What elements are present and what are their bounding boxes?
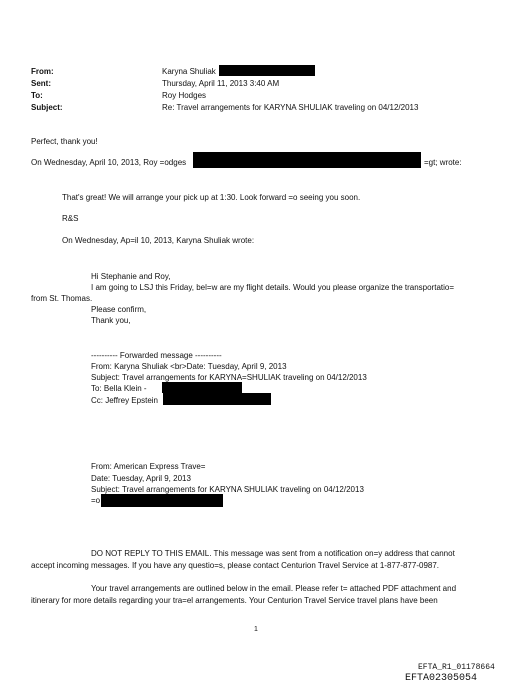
forwarded-subject: Subject: Travel arrangements for KARYNA=SHULIAK traveling on 04/12/2013 [91,373,367,382]
body-line-great: That's great! We will arrange your pick up at 1:30. Look forward =o seeing you soon. [62,193,361,202]
forwarded-cc: Cc: Jeffrey Epstein [91,396,158,405]
notice-line-2: accept incoming messages. If you have any questio=s, please contact Centurion Travel Service at 1-877-877-0987. [31,561,440,570]
subject-value: Re: Travel arrangements for KARYNA SHULIAK traveling on 04/12/2013 [162,103,419,112]
amex-subject: Subject: Travel arrangements for KARYNA SHULIAK traveling on 04/12/2013 [91,485,364,494]
body-line-confirm: Please confirm, [91,305,147,314]
forwarded-from: From: Karyna Shuliak <br>Date: Tuesday, April 9, 2013 [91,362,287,371]
from-value: Karyna Shuliak [162,67,216,76]
body-line-from-st: from St. Thomas. [31,294,93,303]
notice-line-1: DO NOT REPLY TO THIS EMAIL. This message was sent from a notification on=y address that cannot [91,549,455,558]
from-label: From: [31,67,54,76]
body-line-on-wed2: On Wednesday, Ap=il 10, 2013, Karyna Shuliak wrote: [62,236,255,245]
redaction-block [101,494,223,507]
body-line-wrote: =gt; wrote: [424,158,462,167]
amex-date: Date: Tuesday, April 9, 2013 [91,474,191,483]
notice-line-3: Your travel arrangements are outlined below in the email. Please refer t= attached PDF attachment and [91,584,457,593]
redaction-block [219,65,315,76]
forwarded-title: ---------- Forwarded message ---------- [91,351,222,360]
sent-value: Thursday, April 11, 2013 3:40 AM [162,79,280,88]
body-line-going: I am going to LSJ this Friday, bel=w are my flight details. Would you please organize the transportatio= [91,283,455,292]
body-line-on-wed: On Wednesday, April 10, 2013, Roy =odges [31,158,187,167]
forwarded-to: To: Bella Klein - [91,384,147,393]
body-line-hi: Hi Stephanie and Roy, [91,272,171,281]
subject-label: Subject: [31,103,63,112]
amex-from: From: American Express Trave= [91,462,206,471]
amex-to: =o [91,496,101,505]
to-value: Roy Hodges [162,91,207,100]
redaction-block [163,393,271,405]
sent-label: Sent: [31,79,51,88]
footer-id-2: EFTA02305054 [405,673,478,684]
body-line-perfect: Perfect, thank you! [31,137,98,146]
page-number: 1 [254,626,258,633]
footer-id-1: EFTA_R1_01178664 [418,663,495,672]
redaction-block [193,152,421,168]
to-label: To: [31,91,43,100]
redaction-block [162,382,242,393]
notice-line-4: itinerary for more details regarding your tra=el arrangements. Your Centurion Travel Service travel plans have been [31,596,438,605]
body-line-thank: Thank you, [91,316,131,325]
body-line-rs: R&S [62,214,79,223]
